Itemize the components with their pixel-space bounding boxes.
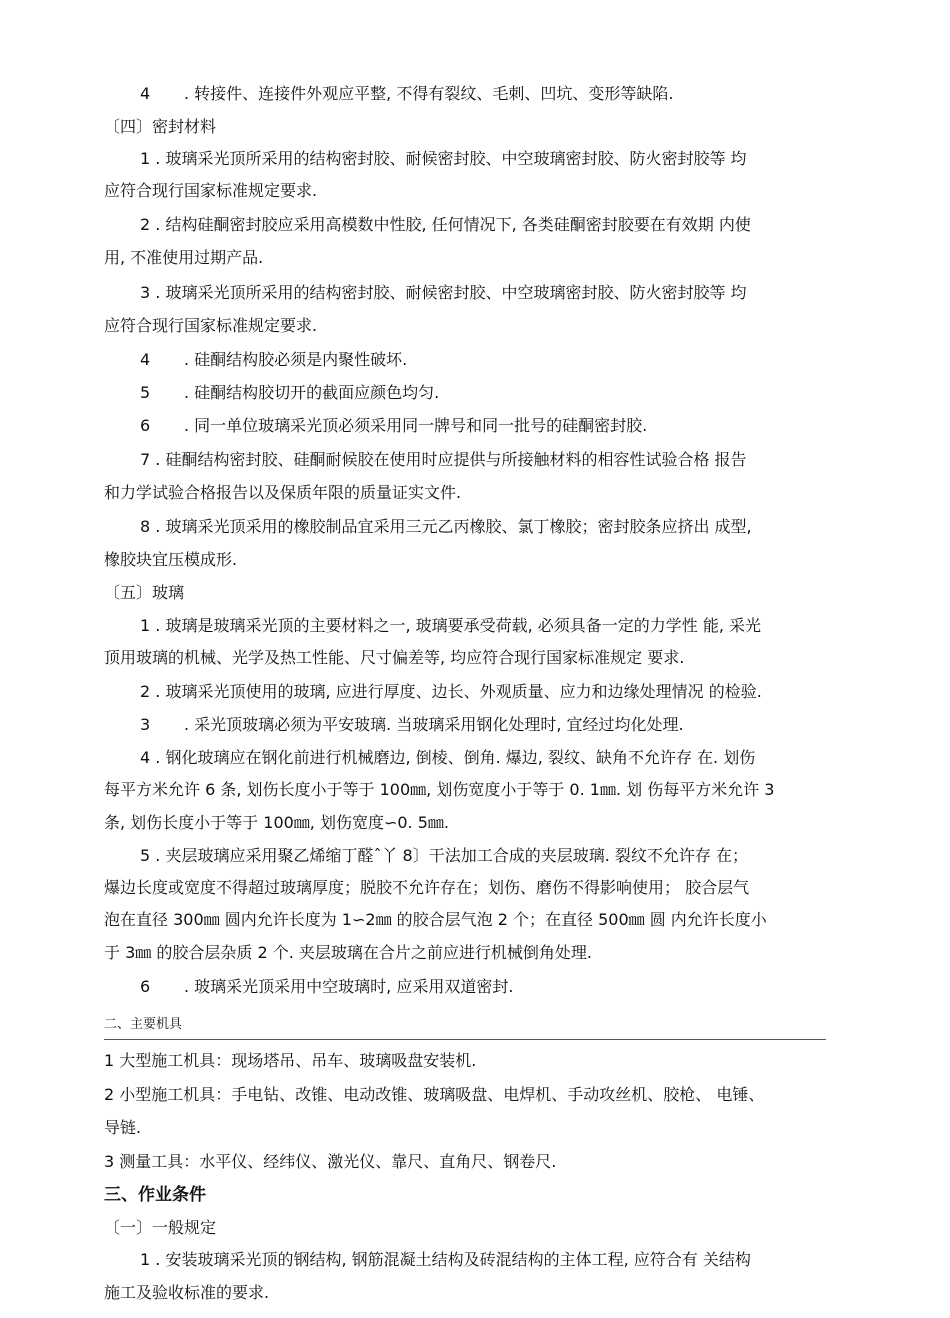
item-number: 4 (140, 84, 151, 103)
item-number: 3 (140, 715, 151, 734)
item-text: . 转接件、连接件外观应平整, 不得有裂纹、毛刺、凹坑、变形等缺陷. (184, 84, 674, 103)
paragraph-line: 1 . 玻璃采光顶所采用的结构密封胶、耐候密封胶、中空玻璃密封胶、防火密封胶等 均 (140, 149, 747, 168)
section-heading-tools: 二、主要机具 (104, 1017, 183, 1032)
item-number: 5 (140, 383, 151, 402)
paragraph-line: 施工及验收标准的要求. (104, 1283, 270, 1302)
paragraph-line: 2 小型施工机具：手电钻、改锥、电动改锥、玻璃吸盘、电焊机、手动攻丝机、胶枪、 电锤、 (104, 1085, 765, 1104)
paragraph-line: 1 . 安装玻璃采光顶的钢结构, 钢筋混凝土结构及砖混结构的主体工程, 应符合有 关结构 (140, 1250, 751, 1269)
item-text: . 同一单位玻璃采光顶必须采用同一牌号和同一批号的硅酮密封胶. (184, 416, 648, 435)
subsection-heading: 〔一〕一般规定 (104, 1218, 217, 1237)
paragraph-line: 用, 不准使用过期产品. (104, 248, 264, 267)
item-number: 6 (140, 977, 151, 996)
paragraph-line: 1 大型施工机具：现场塔吊、吊车、玻璃吸盘安装机. (104, 1051, 477, 1070)
paragraph-line: 于 3㎜ 的胶合层杂质 2 个. 夹层玻璃在合片之前应进行机械倒角处理. (104, 943, 592, 962)
paragraph-line: 顶用玻璃的机械、光学及热工性能、尺寸偏差等, 均应符合现行国家标准规定 要求. (104, 648, 685, 667)
section-divider (104, 1039, 826, 1040)
subsection-heading: 〔四〕密封材料 (104, 117, 217, 136)
paragraph-line (140, 350, 826, 370)
paragraph-line: 条, 划伤长度小于等于 100㎜, 划伤宽度∽0. 5㎜. (104, 813, 449, 832)
item-text: . 玻璃采光顶采用中空玻璃时, 应采用双道密封. (184, 977, 514, 996)
paragraph-line: 7 . 硅酮结构密封胶、硅酮耐候胶在使用时应提供与所接触材料的相容性试验合格 报告 (140, 450, 747, 469)
paragraph-line: 2 . 玻璃采光顶使用的玻璃, 应进行厚度、边长、外观质量、应力和边缘处理情况 的检验. (140, 682, 762, 701)
paragraph-line: 橡胶块宜压模成形. (104, 550, 238, 569)
paragraph-line: 4 . 钢化玻璃应在钢化前进行机械磨边, 倒棱、倒角. 爆边, 裂纹、缺角不允许存 在. 划伤 (140, 748, 756, 767)
paragraph-line (140, 383, 826, 403)
paragraph-line: 泡在直径 300㎜ 圆内允许长度为 1∽2㎜ 的胶合层气泡 2 个；在直径 500㎜ 圆 内允许长度小 (104, 910, 767, 929)
paragraph-line (140, 977, 826, 997)
paragraph-line: 应符合现行国家标准规定要求. (104, 316, 318, 335)
item-text: . 硅酮结构胶切开的截面应颜色均匀. (184, 383, 440, 402)
paragraph-line: 2 . 结构硅酮密封胶应采用高模数中性胶, 任何情况下, 各类硅酮密封胶要在有效期 内使 (140, 215, 751, 234)
item-text: . 硅酮结构胶必须是内聚性破坏. (184, 350, 408, 369)
item-text: . 采光顶玻璃必须为平安玻璃. 当玻璃采用钢化处理时, 宜经过均化处理. (184, 715, 684, 734)
paragraph-line (140, 416, 826, 436)
paragraph-line: 3 . 玻璃采光顶所采用的结构密封胶、耐候密封胶、中空玻璃密封胶、防火密封胶等 均 (140, 283, 747, 302)
paragraph-line: 应符合现行国家标准规定要求. (104, 181, 318, 200)
paragraph-line: 1 . 玻璃是玻璃采光顶的主要材料之一, 玻璃要承受荷载, 必须具备一定的力学性 能, 采光 (140, 616, 762, 635)
paragraph-line (140, 715, 826, 735)
paragraph-line: 8 . 玻璃采光顶采用的橡胶制品宜采用三元乙丙橡胶、氯丁橡胶；密封胶条应挤出 成型, (140, 517, 752, 536)
item-number: 6 (140, 416, 151, 435)
paragraph-line: 和力学试验合格报告以及保质年限的质量证实文件. (104, 483, 462, 502)
subsection-heading: 〔五〕玻璃 (104, 583, 185, 602)
paragraph-line: 每平方米允许 6 条, 划伤长度小于等于 100㎜, 划伤宽度小于等于 0. 1㎜. 划 伤每平方米允许 3 (104, 780, 775, 799)
paragraph-line: 导链. (104, 1118, 142, 1137)
paragraph-line: 爆边长度或宽度不得超过玻璃厚度；脱胶不允许存在；划伤、磨伤不得影响使用； 胶合层气 (104, 878, 750, 897)
paragraph-line (140, 84, 826, 104)
item-number: 4 (140, 350, 151, 369)
paragraph-line: 5 . 夹层玻璃应采用聚乙烯缩丁醛ˆ丫 8〕干法加工合成的夹层玻璃. 裂纹不允许存 在； (140, 846, 748, 865)
section-heading-conditions: 三、作业条件 (104, 1185, 206, 1205)
paragraph-line: 3 测量工具：水平仪、经纬仪、激光仪、靠尺、直角尺、钢卷尺. (104, 1152, 557, 1171)
